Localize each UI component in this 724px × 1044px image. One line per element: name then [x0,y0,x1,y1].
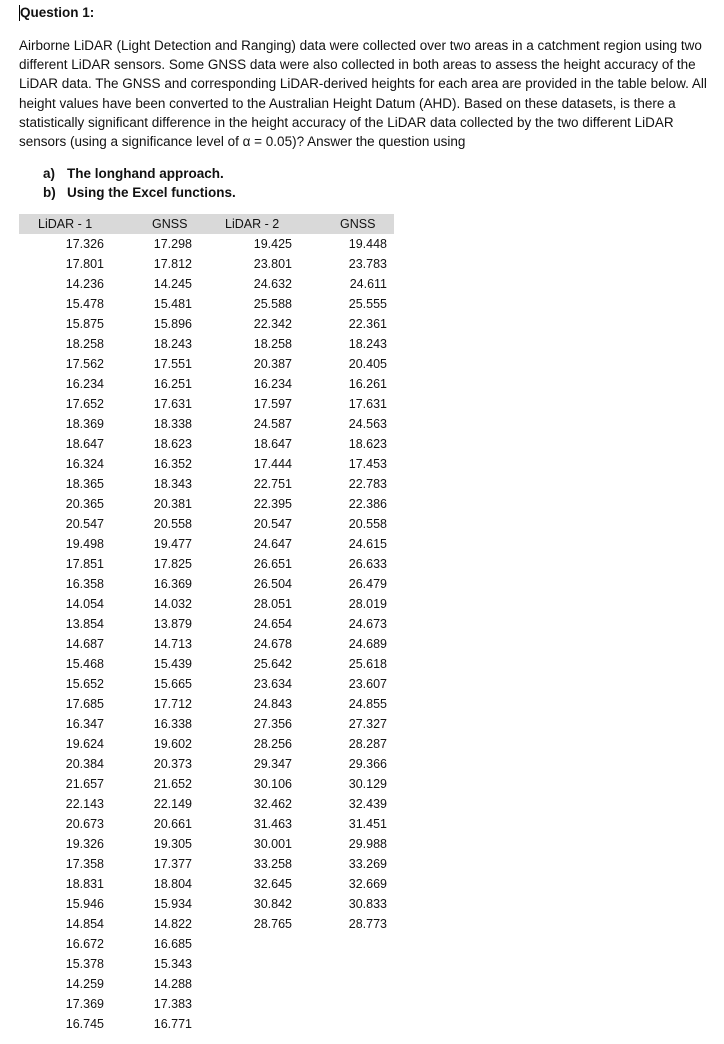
table-row [19,774,394,794]
table-body [19,234,394,1034]
gnss-2-cell: 18.623 [348,437,387,451]
lidar-1-cell: 20.547 [65,517,104,531]
lidar-2-cell: 29.347 [253,757,292,771]
lidar-2-cell: 24.843 [253,697,292,711]
gnss-1-cell: 18.804 [153,877,192,891]
lidar-2-cell: 24.647 [253,537,292,551]
gnss-1-cell: 22.149 [153,797,192,811]
gnss-2-cell: 30.129 [348,777,387,791]
lidar-2-cell [203,974,305,994]
lidar-1-cell: 18.831 [65,877,104,891]
lidar-1-cell: 19.624 [65,737,104,751]
gnss-1-cell: 18.623 [153,437,192,451]
lidar-2-cell: 24.654 [253,617,292,631]
gnss-2-cell: 24.563 [348,417,387,431]
gnss-2-cell: 20.405 [348,357,387,371]
lidar-1-cell: 16.347 [65,717,104,731]
gnss-1-cell: 15.439 [153,657,192,671]
gnss-1-cell: 17.298 [153,237,192,251]
table-row [19,694,394,714]
lidar-1-cell: 15.378 [65,957,104,971]
lidar-1-cell: 17.562 [65,357,104,371]
lidar-2-cell: 30.001 [253,837,292,851]
gnss-1-cell: 20.558 [153,517,192,531]
table-row [19,234,394,254]
gnss-2-cell: 17.453 [348,457,387,471]
lidar-2-cell: 24.632 [253,277,292,291]
gnss-1-cell: 17.383 [153,997,192,1011]
table-row [19,374,394,394]
lidar-1-cell: 19.326 [65,837,104,851]
lidar-1-cell: 19.498 [65,537,104,551]
lidar-2-cell: 20.547 [253,517,292,531]
height-data-table [19,214,394,1034]
lidar-1-cell: 17.369 [65,997,104,1011]
table-row [19,674,394,694]
lidar-2-cell: 28.051 [253,597,292,611]
list-item [43,164,236,183]
lidar-1-cell: 21.657 [65,777,104,791]
lidar-1-cell: 16.358 [65,577,104,591]
table-row [19,734,394,754]
lidar-2-cell: 22.342 [253,317,292,331]
gnss-1-cell: 15.896 [153,317,192,331]
lidar-1-cell: 18.365 [65,477,104,491]
lidar-2-cell: 19.425 [253,237,292,251]
table-row [19,494,394,514]
lidar-1-cell: 13.854 [65,617,104,631]
table-row [19,294,394,314]
lidar-1-cell: 16.234 [65,377,104,391]
table-row [19,954,394,974]
table-row [19,974,394,994]
table-row [19,914,394,934]
gnss-1-cell: 20.661 [153,817,192,831]
table-row [19,854,394,874]
lidar-2-cell: 28.256 [253,737,292,751]
gnss-2-cell: 30.833 [348,897,387,911]
gnss-1-cell: 17.825 [153,557,192,571]
lidar-1-cell: 17.358 [65,857,104,871]
lidar-2-cell: 30.842 [253,897,292,911]
column-header-gnss-1: GNSS [115,214,203,234]
lidar-2-cell: 31.463 [253,817,292,831]
table-row [19,754,394,774]
lidar-2-cell: 20.387 [253,357,292,371]
column-header-gnss-2: GNSS [305,214,394,234]
gnss-1-cell: 13.879 [153,617,192,631]
part-text: Using the Excel functions. [67,185,236,201]
lidar-2-cell: 17.444 [253,457,292,471]
lidar-2-cell: 25.588 [253,297,292,311]
gnss-1-cell: 17.812 [153,257,192,271]
lidar-1-cell: 16.745 [65,1017,104,1031]
lidar-1-cell: 14.259 [65,977,104,991]
gnss-1-cell: 14.288 [153,977,192,991]
lidar-2-cell: 25.642 [253,657,292,671]
gnss-2-cell: 28.287 [348,737,387,751]
lidar-1-cell: 17.851 [65,557,104,571]
gnss-1-cell: 17.551 [153,357,192,371]
gnss-2-cell: 22.361 [348,317,387,331]
gnss-2-cell: 27.327 [348,717,387,731]
table-row [19,474,394,494]
table-row [19,934,394,954]
gnss-1-cell: 15.934 [153,897,192,911]
lidar-2-cell: 18.258 [253,337,292,351]
lidar-2-cell: 27.356 [253,717,292,731]
question-parts [43,164,236,202]
table-row [19,554,394,574]
lidar-1-cell: 16.324 [65,457,104,471]
lidar-1-cell: 17.801 [65,257,104,271]
gnss-2-cell: 28.019 [348,597,387,611]
gnss-2-cell: 29.988 [348,837,387,851]
gnss-1-cell: 18.343 [153,477,192,491]
gnss-1-cell: 16.251 [153,377,192,391]
question-intro: Airborne LiDAR (Light Detection and Ranging) data were collected over two areas in a catchment region using two different LiDAR sensors. Some GNSS data were also collected in both areas to assess the height accuracy of the LiDAR data. The GNSS and corresponding LiDAR-derived heights for each area are provided in the table below. All height values have been converted to the Australian Height Datum (AHD). Based on these datasets, is there a statistically significant difference in the height accuracy of the LiDAR data collected by the two different LiDAR sensors (using a significance level of α = 0.05)? Answer the question using [19,38,707,150]
lidar-2-cell [203,934,305,954]
gnss-2-cell [305,954,394,974]
gnss-2-cell: 26.633 [348,557,387,571]
table-row [19,434,394,454]
gnss-1-cell: 15.481 [153,297,192,311]
table-row [19,994,394,1014]
lidar-1-cell: 15.468 [65,657,104,671]
gnss-2-cell: 18.243 [348,337,387,351]
table-row [19,394,394,414]
gnss-2-cell: 20.558 [348,517,387,531]
gnss-1-cell: 15.343 [153,957,192,971]
table-row [19,894,394,914]
gnss-1-cell: 15.665 [153,677,192,691]
lidar-1-cell: 15.652 [65,677,104,691]
lidar-2-cell: 24.678 [253,637,292,651]
table-row [19,454,394,474]
lidar-2-cell: 16.234 [253,377,292,391]
table-row [19,534,394,554]
lidar-2-cell: 23.634 [253,677,292,691]
table-row [19,654,394,674]
lidar-1-cell: 18.258 [65,337,104,351]
part-label: a) [43,166,56,181]
gnss-1-cell: 17.712 [153,697,192,711]
gnss-2-cell: 24.611 [349,277,387,291]
gnss-1-cell: 16.338 [153,717,192,731]
lidar-2-cell: 33.258 [253,857,292,871]
gnss-2-cell: 24.673 [348,617,387,631]
gnss-1-cell: 14.713 [153,637,192,651]
table-row [19,574,394,594]
list-item [43,183,236,202]
gnss-1-cell: 18.338 [153,417,192,431]
table-header-row [19,214,394,234]
lidar-1-cell: 17.685 [65,697,104,711]
gnss-2-cell: 24.615 [348,537,387,551]
lidar-1-cell: 14.054 [65,597,104,611]
lidar-1-cell: 14.236 [65,277,104,291]
lidar-1-cell: 14.687 [65,637,104,651]
gnss-2-cell: 19.448 [348,237,387,251]
lidar-2-cell [203,994,305,1014]
table-row [19,714,394,734]
lidar-2-cell: 26.504 [253,577,292,591]
lidar-1-cell: 16.672 [65,937,104,951]
gnss-2-cell: 32.439 [348,797,387,811]
table-row [19,594,394,614]
gnss-1-cell: 21.652 [153,777,192,791]
gnss-2-cell: 24.689 [348,637,387,651]
lidar-1-cell: 17.326 [65,237,104,251]
lidar-1-cell: 15.478 [65,297,104,311]
lidar-2-cell: 17.597 [253,397,292,411]
lidar-2-cell [203,954,305,974]
gnss-2-cell: 31.451 [348,817,387,831]
lidar-1-cell: 20.673 [65,817,104,831]
lidar-2-cell [203,1014,305,1034]
lidar-1-cell: 20.384 [65,757,104,771]
gnss-2-cell: 23.607 [348,677,387,691]
table-row [19,414,394,434]
table-row [19,1014,394,1034]
gnss-1-cell: 17.631 [153,397,192,411]
lidar-2-cell: 26.651 [253,557,292,571]
gnss-2-cell: 29.366 [348,757,387,771]
column-header-lidar-2: LiDAR - 2 [203,214,305,234]
lidar-1-cell: 17.652 [65,397,104,411]
gnss-2-cell: 25.618 [348,657,387,671]
gnss-2-cell: 28.773 [348,917,387,931]
gnss-2-cell: 22.386 [348,497,387,511]
gnss-1-cell: 18.243 [153,337,192,351]
lidar-2-cell: 24.587 [253,417,292,431]
table-row [19,274,394,294]
table-row [19,314,394,334]
part-label: b) [43,185,56,201]
question-title: Question 1: [20,5,95,20]
lidar-1-cell: 22.143 [65,797,104,811]
gnss-1-cell: 19.477 [153,537,192,551]
lidar-1-cell: 20.365 [65,497,104,511]
gnss-2-cell: 32.669 [348,877,387,891]
gnss-2-cell [305,994,394,1014]
lidar-2-cell: 22.751 [253,477,292,491]
lidar-1-cell: 15.875 [65,317,104,331]
lidar-2-cell: 22.395 [253,497,292,511]
lidar-2-cell: 32.645 [253,877,292,891]
table-row [19,614,394,634]
gnss-2-cell: 17.631 [348,397,387,411]
gnss-2-cell: 24.855 [348,697,387,711]
lidar-2-cell: 28.765 [253,917,292,931]
table-row [19,514,394,534]
gnss-1-cell: 20.373 [153,757,192,771]
lidar-1-cell: 18.369 [65,417,104,431]
column-header-lidar-1: LiDAR - 1 [19,214,115,234]
gnss-1-cell: 14.822 [153,917,192,931]
lidar-1-cell: 14.854 [65,917,104,931]
gnss-1-cell: 14.032 [153,597,192,611]
gnss-2-cell: 25.555 [348,297,387,311]
gnss-2-cell: 16.261 [348,377,387,391]
gnss-1-cell: 20.381 [153,497,192,511]
lidar-2-cell: 18.647 [253,437,292,451]
table-row [19,254,394,274]
gnss-2-cell: 26.479 [348,577,387,591]
gnss-2-cell [305,974,394,994]
gnss-1-cell: 16.352 [153,457,192,471]
table-row [19,874,394,894]
table-row [19,834,394,854]
gnss-1-cell: 17.377 [153,857,192,871]
gnss-1-cell: 19.305 [153,837,192,851]
table-row [19,634,394,654]
gnss-2-cell: 33.269 [348,857,387,871]
table-row [19,814,394,834]
gnss-1-cell: 16.369 [153,577,192,591]
table-row [19,794,394,814]
gnss-1-cell: 16.771 [153,1017,192,1031]
gnss-1-cell: 19.602 [153,737,192,751]
table-row [19,354,394,374]
lidar-1-cell: 15.946 [65,897,104,911]
gnss-1-cell: 14.245 [153,277,192,291]
gnss-2-cell [305,934,394,954]
gnss-2-cell: 22.783 [348,477,387,491]
lidar-2-cell: 23.801 [253,257,292,271]
lidar-2-cell: 30.106 [253,777,292,791]
gnss-2-cell [305,1014,394,1034]
gnss-1-cell: 16.685 [153,937,192,951]
part-text: The longhand approach. [67,166,224,181]
table-row [19,334,394,354]
lidar-2-cell: 32.462 [253,797,292,811]
lidar-1-cell: 18.647 [65,437,104,451]
gnss-2-cell: 23.783 [348,257,387,271]
